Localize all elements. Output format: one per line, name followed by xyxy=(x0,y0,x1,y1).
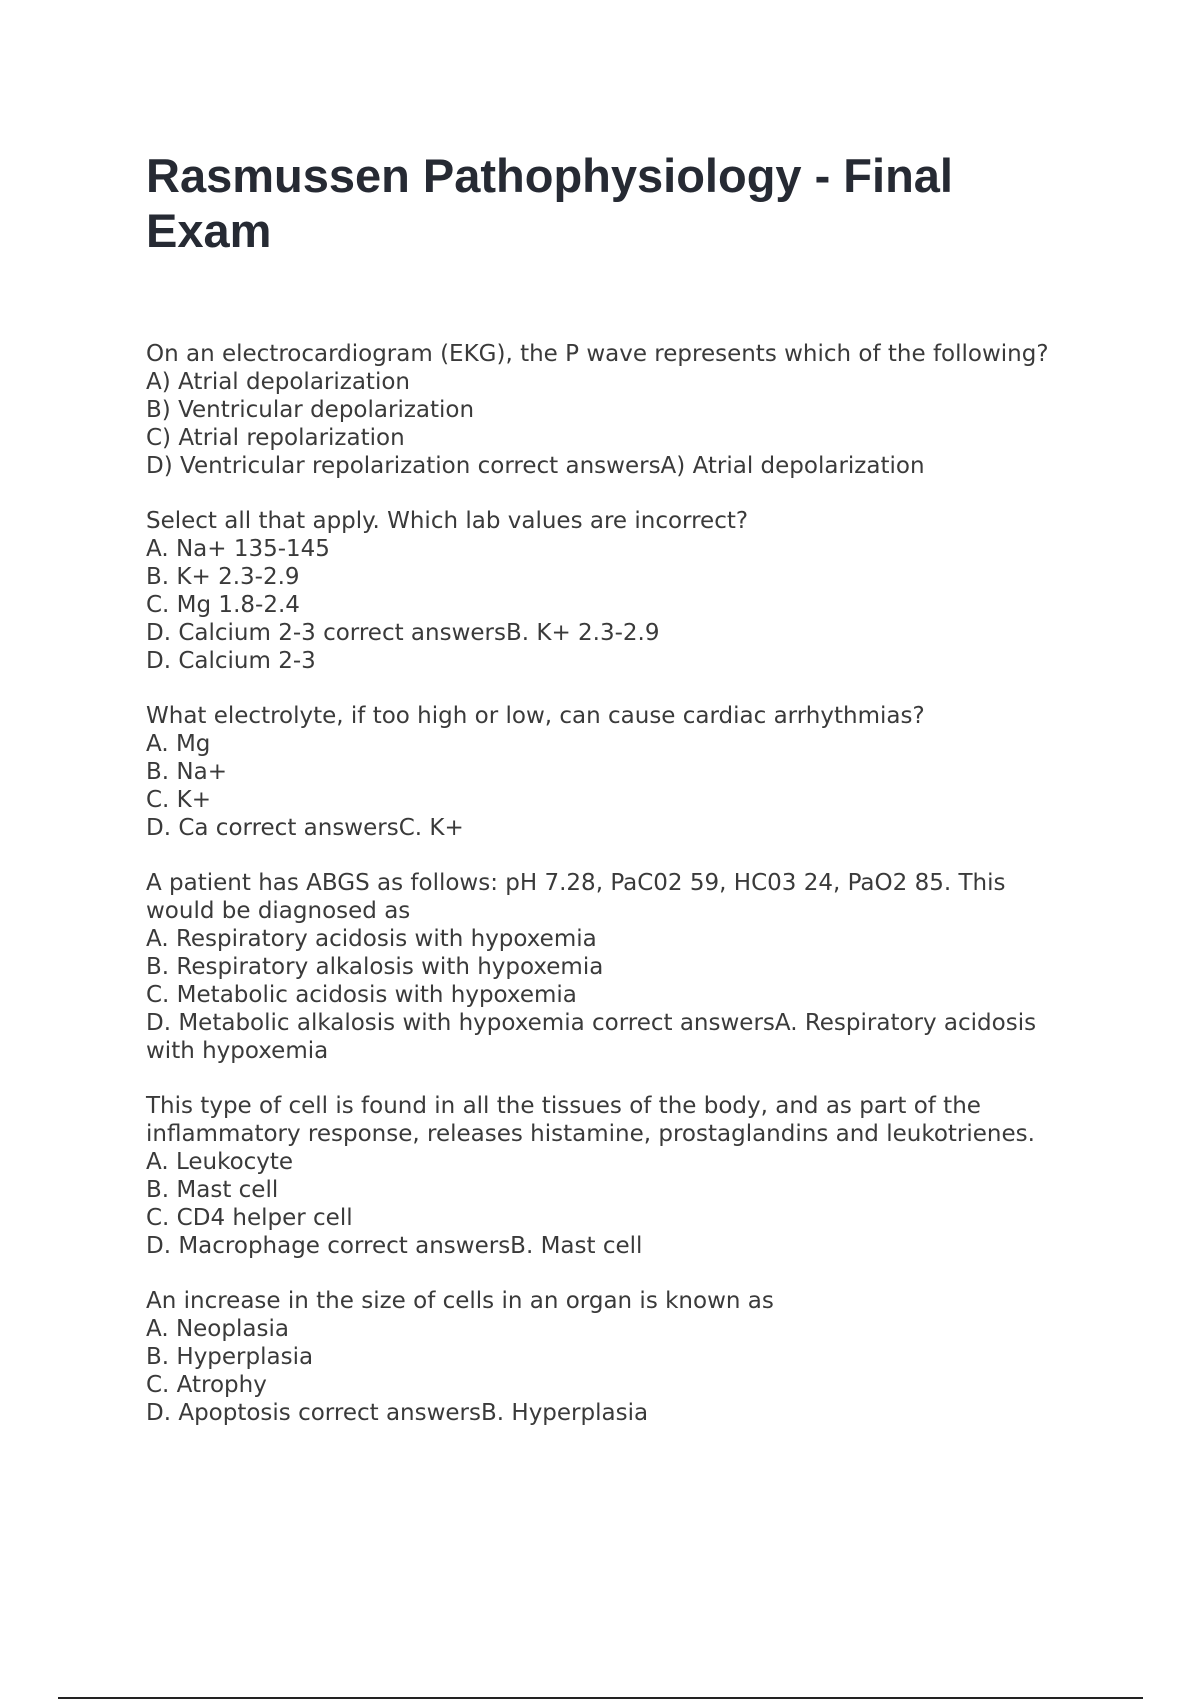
answer-option-with-key: D. Calcium 2-3 correct answersB. K+ 2.3-2.9 xyxy=(146,620,660,646)
answer-option: B. K+ 2.3-2.9 xyxy=(146,564,300,590)
page-bottom-rule xyxy=(58,1697,1143,1699)
answer-option: A. Na+ 135-145 xyxy=(146,536,330,562)
answer-option: B. Respiratory alkalosis with hypoxemia xyxy=(146,954,604,980)
answer-option: D. Calcium 2-3 xyxy=(146,648,316,674)
answer-option: C. Mg 1.8-2.4 xyxy=(146,592,300,618)
answer-option: C. Atrophy xyxy=(146,1372,267,1398)
answer-option-with-key: D. Macrophage correct answersB. Mast cell xyxy=(146,1233,643,1259)
question-block xyxy=(146,340,1076,480)
answer-option-with-key: D. Metabolic alkalosis with hypoxemia correct answersA. Respiratory acidosis with hypoxemia xyxy=(146,1010,1037,1064)
answer-option: B. Mast cell xyxy=(146,1177,279,1203)
question-stem: On an electrocardiogram (EKG), the P wave represents which of the following? xyxy=(146,341,1049,367)
question-list xyxy=(146,340,1076,1454)
answer-option: B) Ventricular depolarization xyxy=(146,397,475,423)
question-stem: What electrolyte, if too high or low, can cause cardiac arrhythmias? xyxy=(146,703,925,729)
answer-option: B. Hyperplasia xyxy=(146,1344,314,1370)
answer-option: C. CD4 helper cell xyxy=(146,1205,353,1231)
answer-option: A) Atrial depolarization xyxy=(146,369,410,395)
answer-option-with-key: D) Ventricular repolarization correct answersA) Atrial depolarization xyxy=(146,453,925,479)
answer-option-with-key: D. Ca correct answersC. K+ xyxy=(146,815,464,841)
question-block xyxy=(146,507,1076,675)
answer-option: C. K+ xyxy=(146,787,212,813)
answer-option: C. Metabolic acidosis with hypoxemia xyxy=(146,982,577,1008)
question-block xyxy=(146,1287,1076,1427)
page-title: Rasmussen Pathophysiology - Final Exam xyxy=(146,149,953,257)
answer-option: C) Atrial repolarization xyxy=(146,425,405,451)
question-stem: Select all that apply. Which lab values are incorrect? xyxy=(146,508,749,534)
question-block xyxy=(146,869,1076,1065)
question-block xyxy=(146,702,1076,842)
answer-option: A. Mg xyxy=(146,731,211,757)
question-stem: An increase in the size of cells in an organ is known as xyxy=(146,1288,774,1314)
answer-option: B. Na+ xyxy=(146,759,227,785)
question-block xyxy=(146,1092,1076,1260)
question-stem: This type of cell is found in all the tissues of the body, and as part of the inflammatory response, releases histamine, prostaglandins and leukotrienes. xyxy=(146,1093,1035,1147)
answer-option: A. Neoplasia xyxy=(146,1316,289,1342)
answer-option: A. Leukocyte xyxy=(146,1149,294,1175)
answer-option-with-key: D. Apoptosis correct answersB. Hyperplasia xyxy=(146,1400,649,1426)
question-stem: A patient has ABGS as follows: pH 7.28, PaC02 59, HC03 24, PaO2 85. This would be diagnosed as xyxy=(146,870,1006,924)
answer-option: A. Respiratory acidosis with hypoxemia xyxy=(146,926,597,952)
